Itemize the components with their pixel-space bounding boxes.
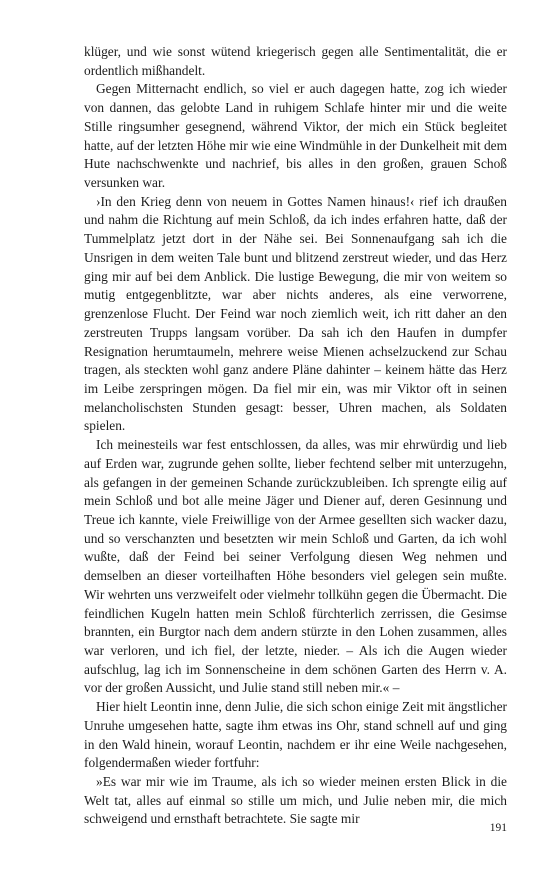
page-body [84, 43, 507, 829]
paragraph: Ich meinesteils war fest entschlossen, da alles, was mir ehrwürdig und lieb auf Erden war, zugrunde gehen sollte, lieber fechtend selber mit unterzugehn, als gefangen in der gemeinen Schande zurückzubleiben. Ich sprengte eilig auf mein Schloß und bot alle meine Jäger und Diener auf, deren Gesinnung und Treue ich kannte, viele Freiwillige von der Armee gesellten sich wacker dazu, und so verschanzten und besetzten wir mein Schloß und Garten, da ich wohl wußte, daß der Feind bei seiner Verfolgung diesen Weg nehmen und demselben an dieser vorteilhaften Höhe besonders viel gelegen sein mußte. Wir wehrten uns verzweifelt oder vielmehr tollkühn gegen die Übermacht. Die feindlichen Kugeln hatten mein Schloß fürchterlich zerrissen, die Gesimse brannten, ein Burgtor nach dem andern stürzte in den Lohen zusammen, alles war verloren, und ich fiel, der letzte, nieder. – Als ich die Augen wieder aufschlug, lag ich im Sonnenscheine in dem schönen Garten des Herrn v. A. vor der großen Aussicht, und Julie stand still neben mir.« – [84, 437, 507, 696]
paragraph: »Es war mir wie im Traume, als ich so wieder meinen ersten Blick in die Welt tat, alles auf einmal so stille um mich, und Julie neben mir, die mich schweigend und ernsthaft betrachtete. Sie sagte mir [84, 774, 507, 827]
paragraph: Hier hielt Leontin inne, denn Julie, die sich schon einige Zeit mit ängstlicher Unruhe umgesehen hatte, sagte ihm etwas ins Ohr, stand schnell auf und ging in den Wald hinein, worauf Leontin, nachdem er ihr eine Weile nachgesehen, folgendermaßen wieder fortfuhr: [84, 699, 507, 771]
paragraph: Gegen Mitternacht endlich, so viel er auch dagegen hatte, zog ich wieder von dannen, das gelobte Land in ruhigem Schlafe hinter mir und die weite Stille ringsumher gesegnend, während Viktor, der mich ein Stück begleitet hatte, auf der letzten Höhe mir wie eine Windmühle in der Dunkelheit mit dem Hute nachschwenkte und nachrief, bis alles in den großen, grauen Schoß versunken war. [84, 81, 507, 191]
page-number: 191 [489, 822, 507, 834]
paragraph: ›In den Krieg denn von neuem in Gottes Namen hinaus!‹ rief ich draußen und nahm die Richtung auf mein Schloß, da ich indes erfahren hatte, daß der Tummelplatz jetzt dort in der Nähe sei. Bei Sonnenaufgang sah ich die Unsrigen in dem weiten Tale bunt und blitzend zerstreut wieder, und das Herz ging mir auf bei dem Anblick. Die lustige Bewegung, die mir von weitem so mutig entgegenblitzte, war aber nichts anderes, als eine verworrene, grenzenlose Flucht. Der Feind war noch ziemlich weit, ich ritt daher an den zerstreuten Trupps langsam vorüber. Da sah ich den Haufen in dumpfer Resignation herumtaumeln, mehrere weise Mienen achselzuckend zur Schau tragen, als steckten wohl ganz andere Pläne dahinter – keinem hätte das Herz im Leibe zerspringen mögen. Da fiel mir ein, was mir Viktor oft in seinen melancholischsten Stunden gesagt: besser, Uhren machen, als Soldaten spielen. [84, 193, 507, 434]
paragraph-continued: klüger, und wie sonst wütend kriegerisch gegen alle Sentimentalität, die er ordentlich mißhandelt. [84, 44, 507, 78]
